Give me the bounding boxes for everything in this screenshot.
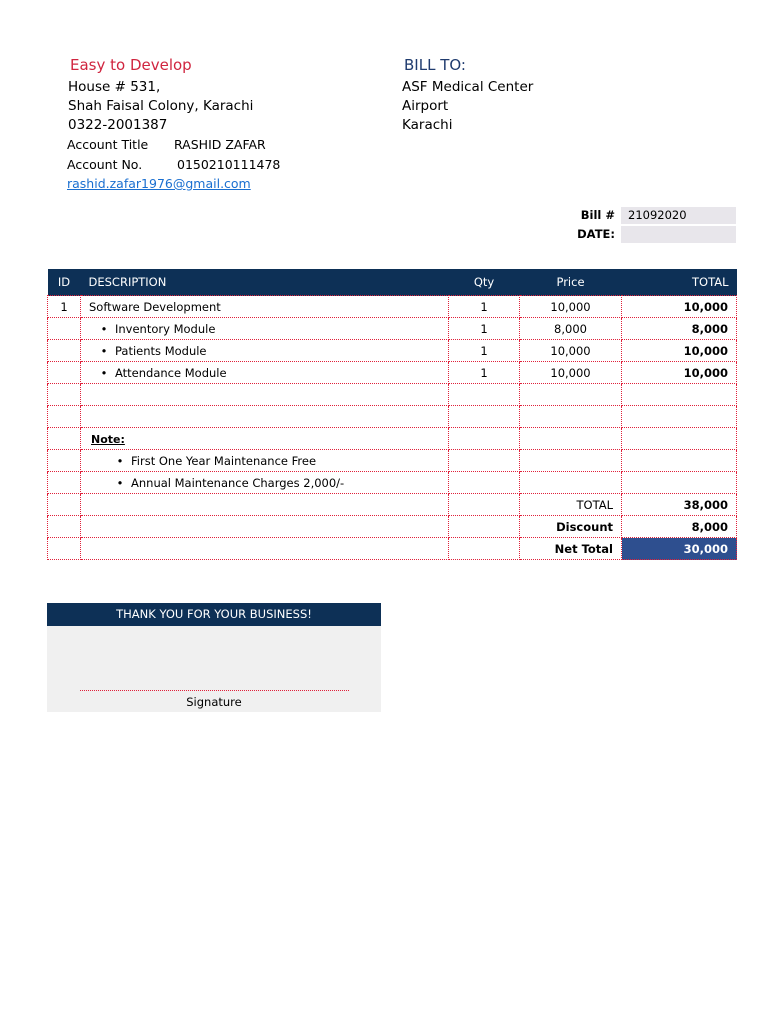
summary-row-discount <box>48 516 737 538</box>
bullet-icon: • <box>116 475 124 490</box>
row-description-text: Patients Module <box>115 343 207 358</box>
summary-net-label: Net Total <box>520 538 622 560</box>
row-price: 10,000 <box>520 340 622 362</box>
date-field[interactable] <box>621 226 736 243</box>
table-row <box>48 362 737 384</box>
summary-discount-value: 8,000 <box>622 516 737 538</box>
summary-total-value: 38,000 <box>622 494 737 516</box>
summary-net-value: 30,000 <box>622 538 737 560</box>
row-total: 10,000 <box>622 296 737 318</box>
date-label: DATE: <box>577 227 615 241</box>
company-name: Easy to Develop <box>70 56 192 74</box>
table-row <box>48 340 737 362</box>
row-price: 10,000 <box>520 296 622 318</box>
thank-you-banner: THANK YOU FOR YOUR BUSINESS! <box>47 603 381 626</box>
row-qty: 1 <box>449 340 520 362</box>
note-text: First One Year Maintenance Free <box>131 453 317 468</box>
address-line-1: House # 531, <box>68 79 161 95</box>
row-qty: 1 <box>449 296 520 318</box>
note-row <box>48 450 737 472</box>
header-total: TOTAL <box>622 269 737 296</box>
row-price: 10,000 <box>520 362 622 384</box>
row-total: 10,000 <box>622 340 737 362</box>
row-description <box>81 318 449 340</box>
row-id <box>48 318 81 340</box>
signature-line <box>80 690 349 691</box>
note-row <box>48 472 737 494</box>
account-title-label: Account Title <box>67 137 149 152</box>
bullet-icon: • <box>100 343 108 358</box>
email-link[interactable]: rashid.zafar1976@gmail.com <box>67 176 251 191</box>
empty-row <box>48 384 737 406</box>
signature-label: Signature <box>186 695 242 709</box>
row-total: 8,000 <box>622 318 737 340</box>
account-no-label: Account No. <box>67 157 143 172</box>
summary-total-label: TOTAL <box>520 494 622 516</box>
bullet-icon: • <box>116 453 124 468</box>
table-row <box>48 296 737 318</box>
header-id: ID <box>48 269 81 296</box>
bill-to-line-1: ASF Medical Center <box>402 79 534 95</box>
summary-row-total <box>48 494 737 516</box>
row-description <box>81 362 449 384</box>
account-title-value: RASHID ZAFAR <box>174 137 266 152</box>
header-qty: Qty <box>449 269 520 296</box>
note-row <box>48 428 737 450</box>
row-id <box>48 362 81 384</box>
account-no-value: 0150210111478 <box>177 157 281 172</box>
bill-to-heading: BILL TO: <box>404 56 466 74</box>
bullet-icon: • <box>100 365 108 380</box>
note-text: Annual Maintenance Charges 2,000/- <box>131 475 345 490</box>
header-price: Price <box>520 269 622 296</box>
row-description-text: Attendance Module <box>115 365 227 380</box>
row-description-text: Inventory Module <box>115 321 216 336</box>
bill-to-line-2: Airport <box>402 98 449 114</box>
table-row <box>48 318 737 340</box>
row-qty: 1 <box>449 362 520 384</box>
row-description: Software Development <box>81 296 449 318</box>
bill-to-line-3: Karachi <box>402 117 453 133</box>
header-description: DESCRIPTION <box>81 269 449 296</box>
table-header-row <box>48 269 737 296</box>
phone-number: 0322-2001387 <box>68 117 168 133</box>
bill-number-label: Bill # <box>580 208 615 222</box>
summary-discount-label: Discount <box>520 516 622 538</box>
row-description <box>81 340 449 362</box>
bill-number-field[interactable]: 21092020 <box>621 207 736 224</box>
row-id: 1 <box>48 296 81 318</box>
empty-row <box>48 406 737 428</box>
items-table <box>47 269 737 560</box>
address-line-2: Shah Faisal Colony, Karachi <box>68 98 254 114</box>
note-label: Note: <box>91 432 125 446</box>
row-id <box>48 340 81 362</box>
row-qty: 1 <box>449 318 520 340</box>
row-price: 8,000 <box>520 318 622 340</box>
summary-row-net <box>48 538 737 560</box>
row-total: 10,000 <box>622 362 737 384</box>
bullet-icon: • <box>100 321 108 336</box>
